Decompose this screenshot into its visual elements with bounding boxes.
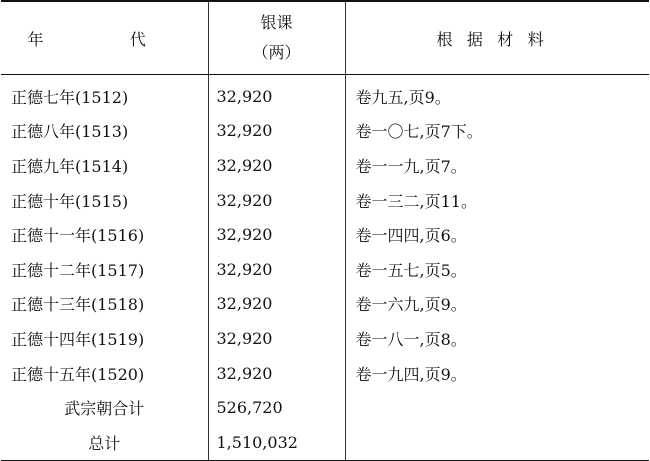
table-row xyxy=(1,217,649,252)
header-year xyxy=(1,1,208,75)
total-label: 总计 xyxy=(1,425,208,460)
total-row xyxy=(1,425,649,460)
silver-cell: 32,920 xyxy=(208,252,345,287)
table-row xyxy=(1,148,649,183)
total-silver: 1,510,032 xyxy=(208,425,345,460)
header-row xyxy=(1,1,649,75)
silver-cell: 32,920 xyxy=(208,287,345,322)
silver-cell: 32,920 xyxy=(208,321,345,356)
year-cell: 正德十四年(1519) xyxy=(11,329,145,349)
subtotal-source xyxy=(345,390,649,425)
source-cell: 卷一〇七,页7下。 xyxy=(345,114,649,149)
header-silver xyxy=(208,1,345,75)
header-silver-unit: （两） xyxy=(252,43,301,62)
year-cell: 正德十三年(1518) xyxy=(11,295,145,315)
table-body xyxy=(1,75,649,461)
silver-cell: 32,920 xyxy=(208,114,345,149)
silver-cell: 32,920 xyxy=(208,183,345,218)
source-cell: 卷一三二,页11。 xyxy=(345,183,649,218)
subtotal-row xyxy=(1,390,649,425)
silver-tax-table xyxy=(1,0,649,461)
year-cell: 正德十五年(1520) xyxy=(11,364,145,384)
header-source-label: 根据材料 xyxy=(436,29,559,49)
source-cell: 卷一五七,页5。 xyxy=(345,252,649,287)
silver-cell: 32,920 xyxy=(208,356,345,391)
table-row xyxy=(1,114,649,149)
header-year-label: 年 代 xyxy=(27,29,182,49)
total-source xyxy=(345,425,649,460)
table-row xyxy=(1,356,649,391)
header-source xyxy=(345,1,649,75)
table-row xyxy=(1,75,649,114)
source-cell: 卷一六九,页9。 xyxy=(345,287,649,322)
source-cell: 卷一九四,页9。 xyxy=(345,356,649,391)
source-cell: 卷一四四,页6。 xyxy=(345,217,649,252)
source-cell: 卷一八一,页8。 xyxy=(345,321,649,356)
silver-cell: 32,920 xyxy=(208,217,345,252)
silver-cell: 32,920 xyxy=(208,75,345,114)
subtotal-silver: 526,720 xyxy=(208,390,345,425)
header-silver-label: 银课 xyxy=(260,13,293,32)
year-cell: 正德八年(1513) xyxy=(11,122,129,142)
subtotal-label: 武宗朝合计 xyxy=(64,399,145,419)
table-row xyxy=(1,287,649,322)
table-header xyxy=(1,1,649,75)
table-row xyxy=(1,183,649,218)
year-cell: 正德十年(1515) xyxy=(11,191,129,211)
silver-cell: 32,920 xyxy=(208,148,345,183)
source-cell: 卷一一九,页7。 xyxy=(345,148,649,183)
year-cell: 正德十一年(1516) xyxy=(11,226,145,246)
year-cell: 正德七年(1512) xyxy=(11,87,129,107)
year-cell: 正德十二年(1517) xyxy=(11,260,145,280)
table-row xyxy=(1,321,649,356)
table-row xyxy=(1,252,649,287)
year-cell: 正德九年(1514) xyxy=(11,156,129,176)
source-cell: 卷九五,页9。 xyxy=(345,75,649,114)
